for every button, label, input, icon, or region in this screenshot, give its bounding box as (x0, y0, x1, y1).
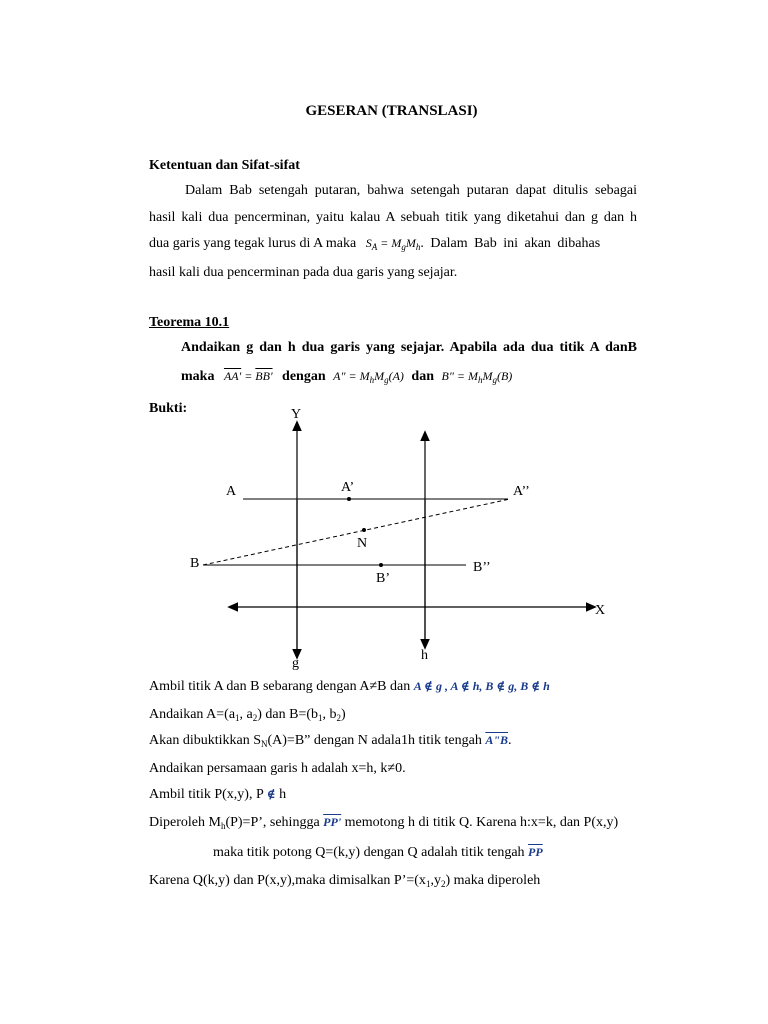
label-g: g (292, 656, 299, 671)
proof-line-7-a: maka titik potong Q=(k,y) dengan Q adalah titik tengah (213, 845, 525, 860)
label-x: X (595, 603, 606, 618)
proof-line-2 (149, 707, 346, 723)
point-n (362, 528, 366, 532)
point-a1 (347, 497, 351, 501)
proof-line-2-c: ) dan B=(b (257, 707, 319, 722)
proof-line-6-b: (P)=P’, sehingga (225, 815, 320, 830)
proof-line-1 (149, 679, 550, 695)
section-heading: Ketentuan dan Sifat-sifat (149, 158, 300, 173)
proof-line-6-end: memotong h di titik Q. Karena h:x=k, dan P(x,y) (344, 815, 619, 830)
proof-line-5 (149, 787, 286, 803)
proof-line-1-text: Ambil titik A dan B sebarang dengan A≠B dan (149, 679, 411, 694)
point-b1 (379, 563, 383, 567)
proof-line-8-b: ,y (430, 873, 441, 888)
proof-line-8-sub1: 1 (425, 879, 431, 889)
proof-line-2-e: ) (341, 707, 346, 722)
proof-line-2-sub1: 1 (235, 713, 240, 723)
formula-a2: A" = $M_hM_g(A)$ (333, 369, 404, 385)
proof-line-3 (149, 733, 512, 749)
theorem-maka: maka (181, 369, 215, 384)
proof-line-7 (213, 845, 543, 861)
proof-line-6-sub: h (220, 821, 226, 831)
intro-line-4: hasil kali dua pencerminan pada dua garis yang sejajar. (149, 265, 458, 280)
page-title: GESERAN (TRANSLASI) (305, 103, 478, 119)
formula-sa: $S_A = M_gM_h$ (365, 236, 421, 252)
proof-line-8-end: ) maka diperoleh (445, 873, 541, 888)
label-a2: A’’ (513, 484, 530, 499)
proof-line-2-sub3: 1 (318, 713, 323, 723)
segment-a2-b: A"B (485, 733, 508, 747)
theorem-dengan: dengan (282, 369, 326, 384)
bukti-label: Bukti: (149, 401, 188, 416)
intro-line-2: hasil kali dua pencerminan, yaitu kalau A sebuah titik yang diketahui dan g dan h (149, 210, 637, 225)
proof-line-2-d: , b (322, 707, 337, 722)
proof-line-1-symbols: A ∉ g , A ∉ h, B ∉ g, B ∉ h (413, 679, 550, 693)
segment-pp1: PP' (323, 815, 342, 829)
proof-line-2-sub4: 2 (336, 713, 342, 723)
label-a: A (226, 484, 237, 499)
segment-b-a2-dashed (203, 499, 510, 565)
formula-b2: B" = $M_hM_g(B)$ (441, 369, 513, 385)
label-y: Y (291, 407, 302, 422)
proof-line-6 (149, 815, 618, 831)
proof-line-2-a: Andaikan A=(a (149, 707, 236, 722)
proof-line-8-a: Karena Q(k,y) dan P(x,y),maka dimisalkan P’=(x (149, 873, 426, 888)
proof-line-3-sub: N (261, 739, 268, 749)
proof-line-4: Andaikan persamaan garis h adalah x=h, k≠0. (149, 761, 406, 776)
label-b2: B’’ (473, 560, 491, 575)
proof-line-3-end: . (508, 733, 512, 748)
intro-line-1: Dalam Bab setengah putaran, bahwa setengah putaran dapat ditulis sebagai (185, 183, 637, 198)
label-n: N (357, 536, 368, 551)
proof-line-5-end: h (279, 787, 287, 802)
proof-line-2-sub2: 2 (252, 713, 258, 723)
proof-line-2-b: , a (239, 707, 253, 722)
proof-line-3-a: Akan dibuktikkan S (149, 733, 261, 748)
segment-pp: $\overline{PP}$ (528, 845, 543, 859)
theorem-label: Teorema 10.1 (149, 315, 230, 330)
theorem-dan: dan (411, 369, 434, 384)
formula-segments: AA' = BB' (223, 369, 273, 383)
label-h: h (421, 648, 428, 663)
proof-line-6-a: Diperoleh M (149, 815, 221, 830)
proof-line-3-b: (A)=B” dengan N adala1h titik tengah (267, 733, 482, 748)
theorem-line-1: Andaikan g dan h dua garis yang sejajar. Apabila ada dua titik A danB (181, 340, 637, 355)
proof-line-5-a: Ambil titik P(x,y), P (149, 787, 264, 802)
not-element-icon: ∉ (266, 787, 276, 801)
proof-line-8-sub2: 2 (440, 879, 446, 889)
label-b1: B’ (376, 571, 390, 586)
intro-line-3-post: . Dalam Bab ini akan dibahas (420, 236, 601, 251)
label-b: B (190, 556, 200, 571)
label-a1: A’ (341, 480, 355, 495)
intro-line-3-pre: dua garis yang tegak lurus di A maka (149, 236, 357, 251)
proof-line-8 (149, 873, 540, 889)
